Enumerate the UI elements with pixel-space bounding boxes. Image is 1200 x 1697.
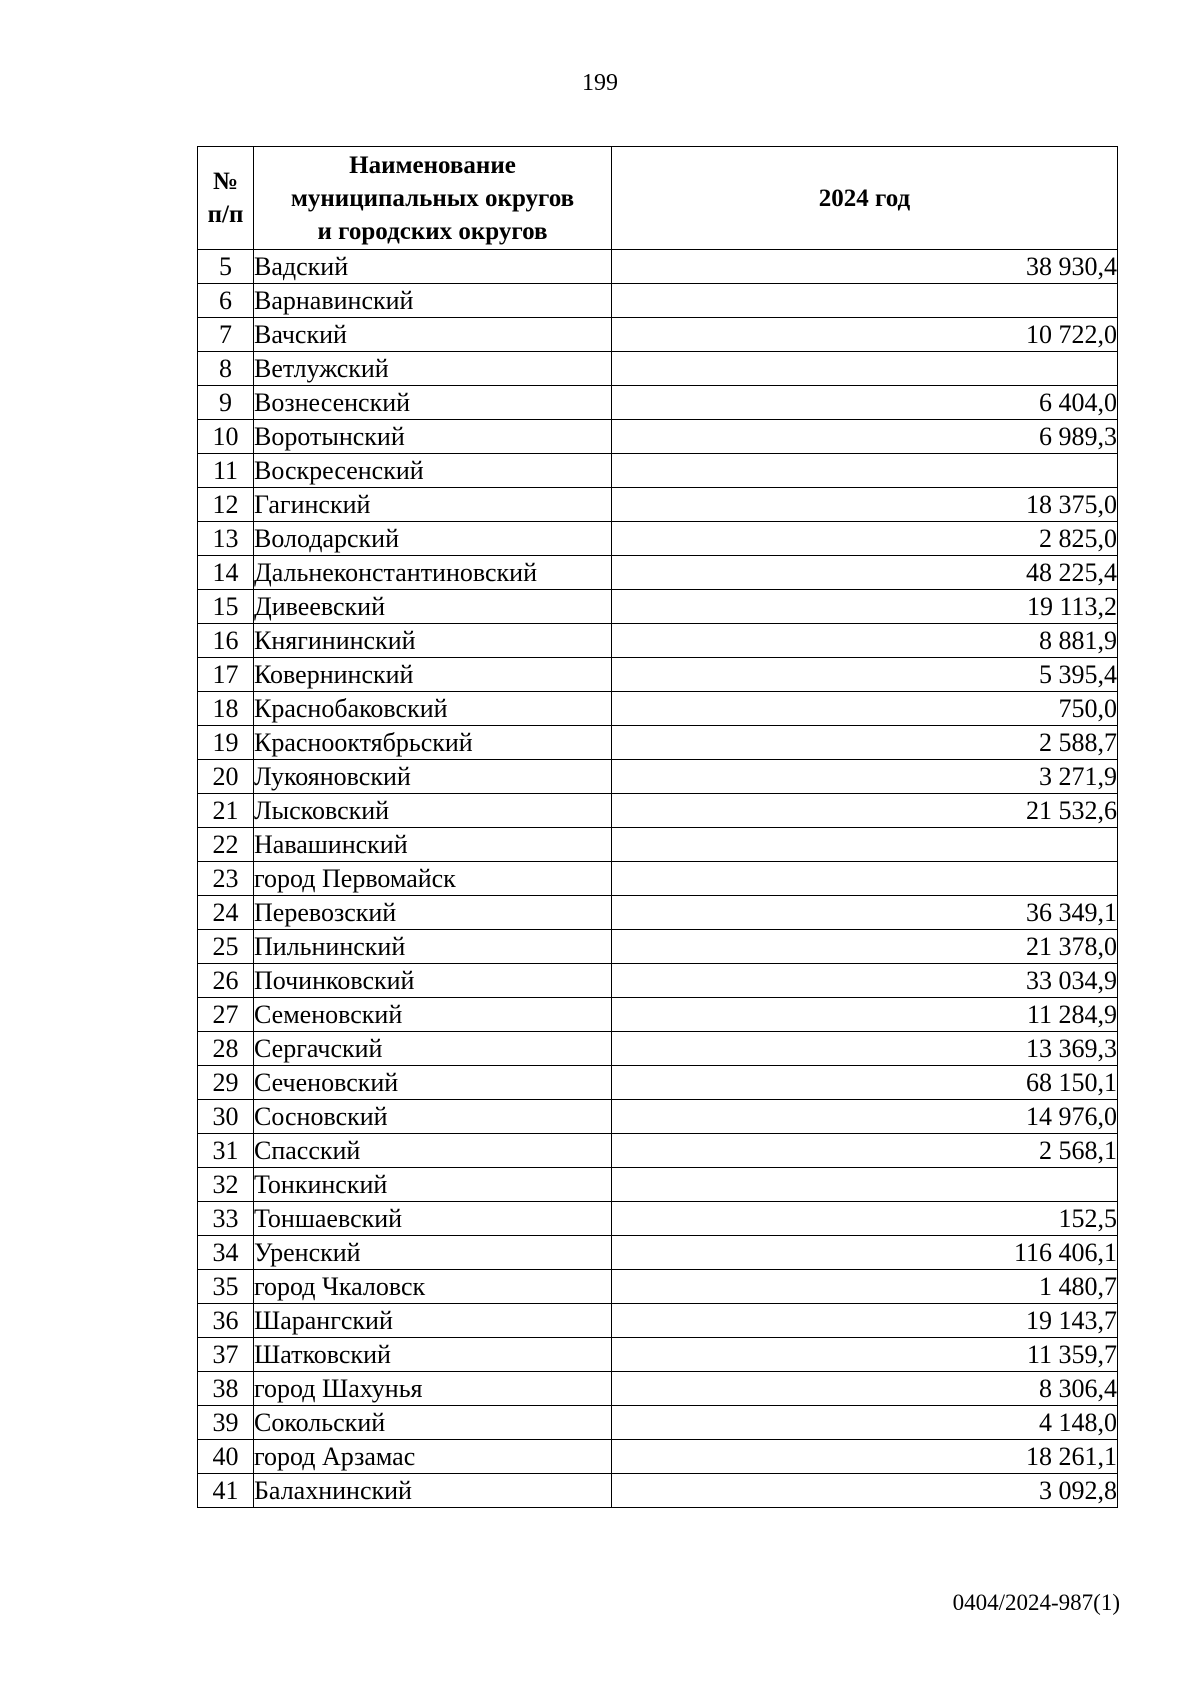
table-row	[198, 590, 1118, 624]
row-number: 12	[198, 488, 254, 522]
row-number: 21	[198, 794, 254, 828]
row-number: 9	[198, 386, 254, 420]
table-row	[198, 862, 1118, 896]
row-value: 14 976,0	[612, 1100, 1118, 1134]
row-number: 29	[198, 1066, 254, 1100]
table-row	[198, 1134, 1118, 1168]
table-row	[198, 420, 1118, 454]
row-value: 6 404,0	[612, 386, 1118, 420]
row-value: 8 306,4	[612, 1372, 1118, 1406]
row-number: 32	[198, 1168, 254, 1202]
row-value: 18 375,0	[612, 488, 1118, 522]
row-value: 10 722,0	[612, 318, 1118, 352]
row-number: 37	[198, 1338, 254, 1372]
row-value	[612, 1168, 1118, 1202]
table-row	[198, 318, 1118, 352]
row-name: Княгининский	[254, 624, 612, 658]
row-name: Лысковский	[254, 794, 612, 828]
row-number: 23	[198, 862, 254, 896]
header-number-line-2: п/п	[207, 201, 244, 228]
row-value: 21 532,6	[612, 794, 1118, 828]
row-number: 14	[198, 556, 254, 590]
table-row	[198, 624, 1118, 658]
table-row	[198, 1406, 1118, 1440]
table-row	[198, 1100, 1118, 1134]
row-name: Краснооктябрьский	[254, 726, 612, 760]
row-number: 18	[198, 692, 254, 726]
row-value: 18 261,1	[612, 1440, 1118, 1474]
table-row	[198, 1168, 1118, 1202]
row-name: город Первомайск	[254, 862, 612, 896]
row-value: 4 148,0	[612, 1406, 1118, 1440]
row-value: 68 150,1	[612, 1066, 1118, 1100]
table-row	[198, 658, 1118, 692]
header-name-line-3: и городских округов	[317, 217, 548, 245]
row-name: Воротынский	[254, 420, 612, 454]
row-number: 20	[198, 760, 254, 794]
row-number: 13	[198, 522, 254, 556]
row-name: Гагинский	[254, 488, 612, 522]
row-number: 17	[198, 658, 254, 692]
header-number-line-1: №	[212, 168, 239, 195]
table-row	[198, 454, 1118, 488]
document-code: 0404/2024-987(1)	[952, 1590, 1120, 1615]
table-row	[198, 896, 1118, 930]
row-number: 35	[198, 1270, 254, 1304]
row-value: 38 930,4	[612, 250, 1118, 284]
row-name: Дальнеконстантиновский	[254, 556, 612, 590]
row-number: 27	[198, 998, 254, 1032]
table-row	[198, 1236, 1118, 1270]
row-number: 30	[198, 1100, 254, 1134]
row-number: 6	[198, 284, 254, 318]
row-number: 31	[198, 1134, 254, 1168]
header-year: 2024 год	[612, 147, 1118, 250]
row-number: 39	[198, 1406, 254, 1440]
row-value: 19 143,7	[612, 1304, 1118, 1338]
row-value: 3 271,9	[612, 760, 1118, 794]
row-name: Починковский	[254, 964, 612, 998]
row-name: Уренский	[254, 1236, 612, 1270]
row-value	[612, 828, 1118, 862]
table-row	[198, 1202, 1118, 1236]
table-row	[198, 692, 1118, 726]
row-name: Сокольский	[254, 1406, 612, 1440]
row-name: Пильнинский	[254, 930, 612, 964]
table-row	[198, 1032, 1118, 1066]
row-name: Варнавинский	[254, 284, 612, 318]
row-value	[612, 352, 1118, 386]
table-row	[198, 1304, 1118, 1338]
row-number: 11	[198, 454, 254, 488]
row-value: 2 568,1	[612, 1134, 1118, 1168]
row-value: 2 825,0	[612, 522, 1118, 556]
table-row	[198, 1338, 1118, 1372]
row-number: 16	[198, 624, 254, 658]
row-name: Ветлужский	[254, 352, 612, 386]
table-row	[198, 556, 1118, 590]
table-row	[198, 726, 1118, 760]
row-value: 750,0	[612, 692, 1118, 726]
table-row	[198, 522, 1118, 556]
row-number: 22	[198, 828, 254, 862]
row-name: Вадский	[254, 250, 612, 284]
row-number: 25	[198, 930, 254, 964]
row-value	[612, 862, 1118, 896]
table-row	[198, 250, 1118, 284]
row-name: Тонкинский	[254, 1168, 612, 1202]
row-name: Перевозский	[254, 896, 612, 930]
row-number: 41	[198, 1474, 254, 1508]
row-name: Спасский	[254, 1134, 612, 1168]
table-row	[198, 998, 1118, 1032]
row-name: город Шахунья	[254, 1372, 612, 1406]
row-number: 24	[198, 896, 254, 930]
row-name: Вознесенский	[254, 386, 612, 420]
row-name: Дивеевский	[254, 590, 612, 624]
row-name: город Арзамас	[254, 1440, 612, 1474]
table-row	[198, 1474, 1118, 1508]
row-value: 6 989,3	[612, 420, 1118, 454]
row-name: Шатковский	[254, 1338, 612, 1372]
row-name: Краснобаковский	[254, 692, 612, 726]
table-row	[198, 352, 1118, 386]
row-value: 19 113,2	[612, 590, 1118, 624]
page-number: 199	[582, 70, 618, 96]
row-value: 36 349,1	[612, 896, 1118, 930]
row-name: Воскресенский	[254, 454, 612, 488]
row-value: 116 406,1	[612, 1236, 1118, 1270]
row-name: Сергачский	[254, 1032, 612, 1066]
table-row	[198, 930, 1118, 964]
table-row	[198, 964, 1118, 998]
row-value	[612, 284, 1118, 318]
row-value	[612, 454, 1118, 488]
row-name: Ковернинский	[254, 658, 612, 692]
table-row	[198, 760, 1118, 794]
row-value: 11 284,9	[612, 998, 1118, 1032]
header-name-line-2: муниципальных округов	[290, 184, 575, 212]
row-value: 33 034,9	[612, 964, 1118, 998]
row-name: Вачский	[254, 318, 612, 352]
row-name: Навашинский	[254, 828, 612, 862]
row-number: 40	[198, 1440, 254, 1474]
row-name: Семеновский	[254, 998, 612, 1032]
table-body	[198, 250, 1118, 1508]
row-value: 21 378,0	[612, 930, 1118, 964]
row-value: 11 359,7	[612, 1338, 1118, 1372]
row-number: 10	[198, 420, 254, 454]
row-number: 15	[198, 590, 254, 624]
row-name: Лукояновский	[254, 760, 612, 794]
header-number	[198, 147, 254, 250]
row-name: Сосновский	[254, 1100, 612, 1134]
row-value: 1 480,7	[612, 1270, 1118, 1304]
table-row	[198, 284, 1118, 318]
row-number: 36	[198, 1304, 254, 1338]
row-value: 8 881,9	[612, 624, 1118, 658]
row-value: 152,5	[612, 1202, 1118, 1236]
row-name: город Чкаловск	[254, 1270, 612, 1304]
row-name: Балахнинский	[254, 1474, 612, 1508]
row-number: 26	[198, 964, 254, 998]
table-row	[198, 828, 1118, 862]
row-name: Тоншаевский	[254, 1202, 612, 1236]
row-value: 48 225,4	[612, 556, 1118, 590]
row-number: 5	[198, 250, 254, 284]
row-name: Сеченовский	[254, 1066, 612, 1100]
table-row	[198, 1066, 1118, 1100]
allocation-table	[197, 146, 1118, 1508]
row-number: 19	[198, 726, 254, 760]
table-row	[198, 386, 1118, 420]
row-number: 38	[198, 1372, 254, 1406]
row-name: Володарский	[254, 522, 612, 556]
row-value: 2 588,7	[612, 726, 1118, 760]
table-row	[198, 794, 1118, 828]
row-number: 8	[198, 352, 254, 386]
table-row	[198, 488, 1118, 522]
table-row	[198, 1372, 1118, 1406]
row-name: Шарангский	[254, 1304, 612, 1338]
header-name	[254, 147, 612, 250]
header-name-line-1: Наименование	[349, 151, 516, 179]
row-value: 13 369,3	[612, 1032, 1118, 1066]
row-number: 7	[198, 318, 254, 352]
row-number: 33	[198, 1202, 254, 1236]
table-header-row	[198, 147, 1118, 250]
row-value: 5 395,4	[612, 658, 1118, 692]
row-number: 34	[198, 1236, 254, 1270]
row-value: 3 092,8	[612, 1474, 1118, 1508]
row-number: 28	[198, 1032, 254, 1066]
table-row	[198, 1440, 1118, 1474]
table-row	[198, 1270, 1118, 1304]
